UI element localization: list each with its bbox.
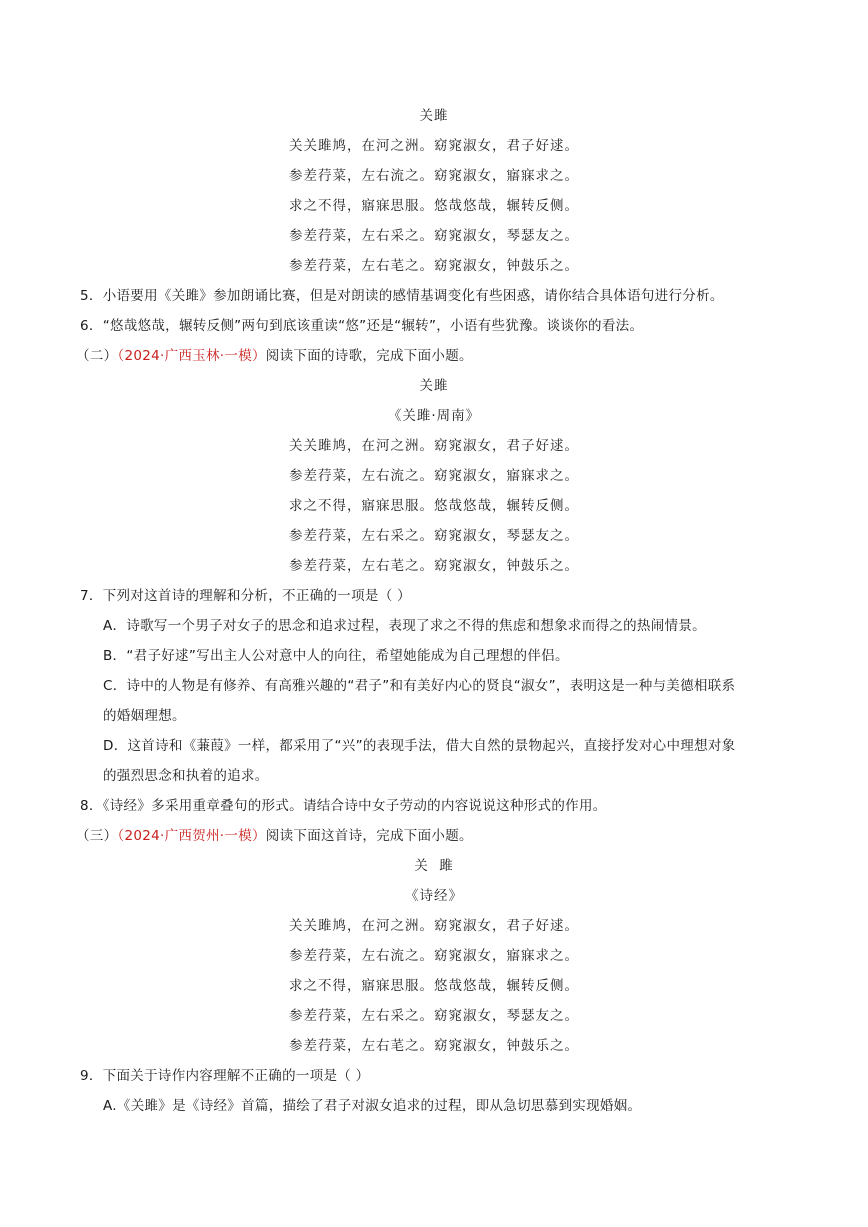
poem-line: 参差荇菜，左右芼之。窈窕淑女，钟鼓乐之。	[289, 258, 579, 274]
poem-line: 参差荇菜，左右采之。窈窕淑女，琴瑟友之。	[289, 228, 579, 244]
poem-subtitle: 《关雎·周南》	[387, 408, 481, 424]
poem-line: 求之不得，寤寐思服。悠哉悠哉，辗转反侧。	[289, 198, 579, 214]
poem-title: 关雎	[419, 108, 449, 124]
poem-line: 参差荇菜，左右芼之。窈窕淑女，钟鼓乐之。	[289, 1038, 579, 1054]
question-6: 6．“悠哉悠哉，辗转反侧”两句到底该重读“悠”还是“辗转”，小语有些犹豫。谈谈你的看法。	[80, 318, 644, 334]
option-b: B．“君子好逑”写出主人公对意中人的向往，希望她能成为自己理想的伴侣。	[103, 648, 569, 664]
option-c-continued: 的婚姻理想。	[103, 708, 186, 724]
poem-title: 关 雎	[414, 858, 454, 874]
poem-line: 关关雎鸠，在河之洲。窈窕淑女，君子好逑。	[289, 438, 579, 454]
option-c: C．诗中的人物是有修养、有高雅兴趣的“君子”和有美好内心的贤良“淑女”，表明这是一种与美德相联系	[103, 678, 736, 694]
poem-line: 求之不得，寤寐思服。悠哉悠哉，辗转反侧。	[289, 978, 579, 994]
question-8: 8．《诗经》多采用重章叠句的形式。请结合诗中女子劳动的内容说说这种形式的作用。	[80, 798, 607, 814]
poem-line: 参差荇菜，左右流之。窈窕淑女，寤寐求之。	[289, 168, 579, 184]
poem-title: 关雎	[419, 378, 449, 394]
poem-line: 参差荇菜，左右采之。窈窕淑女，琴瑟友之。	[289, 528, 579, 544]
section-2-heading	[76, 344, 473, 364]
option-d: D．这首诗和《蒹葭》一样，都采用了“兴”的表现手法，借大自然的景物起兴，直接抒发对心中理想对象	[103, 738, 736, 754]
question-7: 7．下列对这首诗的理解和分析，不正确的一项是（ ）	[80, 588, 411, 604]
section-number: （二）	[76, 348, 118, 364]
option-a: A．诗歌写一个男子对女子的思念和追求过程，表现了求之不得的焦虑和想象求而得之的热闹情景。	[103, 618, 706, 634]
option-d-continued: 的强烈思念和执着的追求。	[103, 768, 269, 784]
section-instruction: 阅读下面这首诗，完成下面小题。	[265, 828, 473, 844]
question-9: 9．下面关于诗作内容理解不正确的一项是（ ）	[80, 1068, 370, 1084]
poem-subtitle: 《诗经》	[405, 888, 463, 904]
option-a: A.《关雎》是《诗经》首篇，描绘了君子对淑女追求的过程，即从急切思慕到实现婚姻。	[103, 1098, 642, 1114]
source-label: （2024·广西贺州·一模）	[117, 828, 266, 844]
section-instruction: 阅读下面的诗歌，完成下面小题。	[265, 348, 473, 364]
poem-line: 参差荇菜，左右流之。窈窕淑女，寤寐求之。	[289, 948, 579, 964]
poem-line: 关关雎鸠，在河之洲。窈窕淑女，君子好逑。	[289, 918, 579, 934]
poem-line: 参差荇菜，左右流之。窈窕淑女，寤寐求之。	[289, 468, 579, 484]
poem-line: 关关雎鸠，在河之洲。窈窕淑女，君子好逑。	[289, 138, 579, 154]
poem-line: 参差荇菜，左右芼之。窈窕淑女，钟鼓乐之。	[289, 558, 579, 574]
section-number: （三）	[76, 828, 118, 844]
question-5: 5．小语要用《关雎》参加朗诵比赛，但是对朗读的感情基调变化有些困惑，请你结合具体语句进行分析。	[80, 288, 724, 304]
poem-line: 求之不得，寤寐思服。悠哉悠哉，辗转反侧。	[289, 498, 579, 514]
source-label: （2024·广西玉林·一模）	[117, 348, 266, 364]
poem-line: 参差荇菜，左右采之。窈窕淑女，琴瑟友之。	[289, 1008, 579, 1024]
section-3-heading	[76, 824, 473, 844]
